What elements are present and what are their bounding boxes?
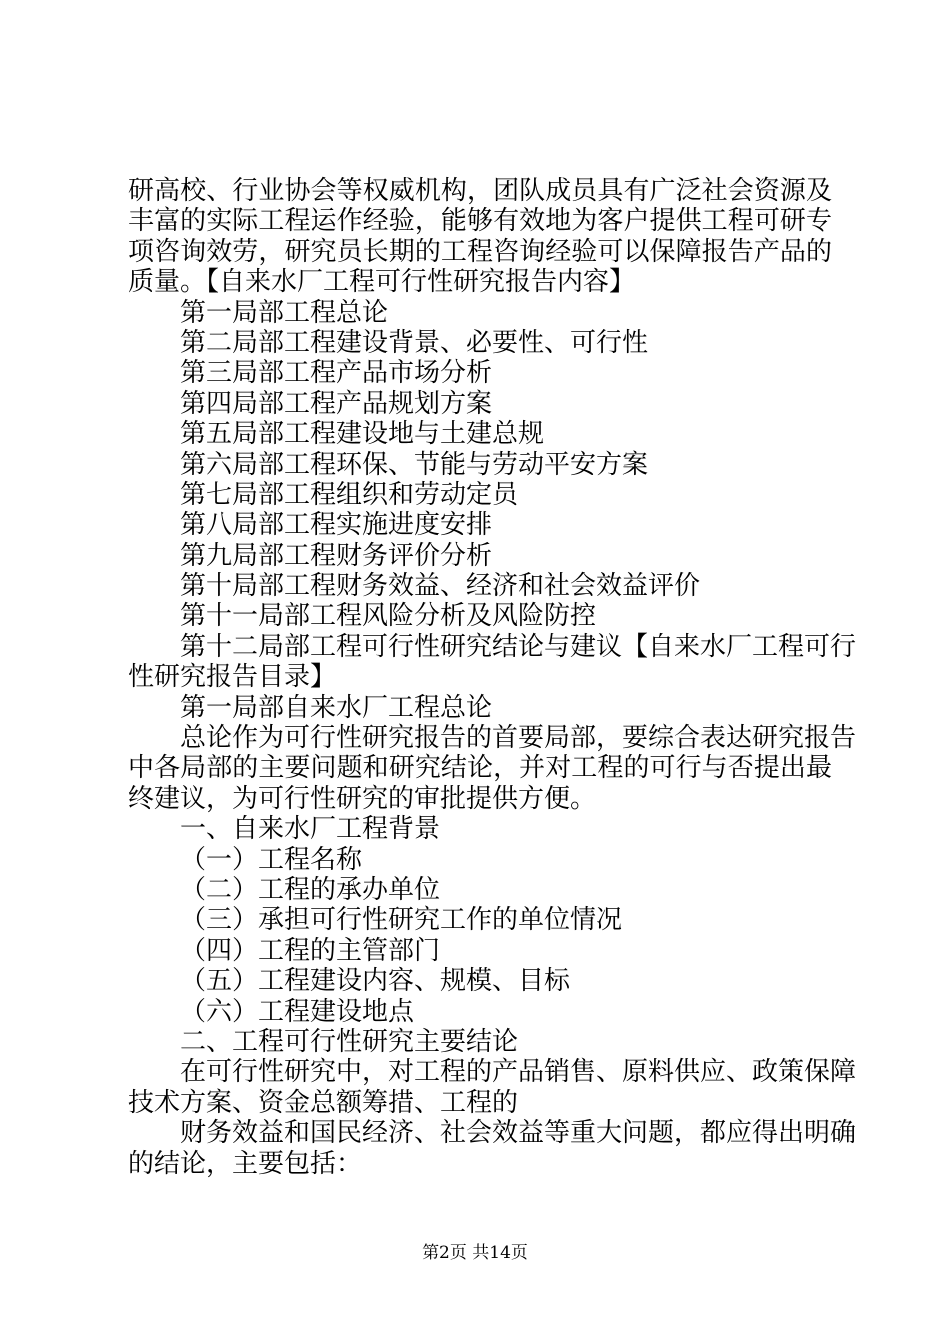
text-line: 第六局部工程环保、节能与劳动平安方案 xyxy=(180,449,649,480)
text-line: 丰富的实际工程运作经验，能够有效地为客户提供工程可研专 xyxy=(128,206,832,237)
page-footer xyxy=(0,1243,950,1263)
text-line: 总论作为可行性研究报告的首要局部，要综合表达研究报告 xyxy=(180,723,857,754)
document-body xyxy=(128,176,857,1179)
text-line: 第一局部自来水厂工程总论 xyxy=(180,692,493,723)
text-line: （五）工程建设内容、规模、目标 xyxy=(180,966,571,997)
text-line: （三）承担可行性研究工作的单位情况 xyxy=(180,905,623,936)
text-line: （六）工程建设地点 xyxy=(180,996,415,1027)
text-line: 第十一局部工程风险分析及风险防控 xyxy=(180,601,597,632)
text-line: 第九局部工程财务评价分析 xyxy=(180,540,493,571)
text-line: （四）工程的主管部门 xyxy=(180,935,441,966)
text-line: （二）工程的承办单位 xyxy=(180,874,441,905)
text-line: 的结论，主要包括： xyxy=(128,1148,363,1179)
text-line: 财务效益和国民经济、社会效益等重大问题，都应得出明确 xyxy=(180,1118,857,1149)
page-number: 第2页 共14页 xyxy=(422,1243,528,1263)
text-line: （一）工程名称 xyxy=(180,844,363,875)
text-line: 技术方案、资金总额筹措、工程的 xyxy=(128,1087,519,1118)
text-line: 二、工程可行性研究主要结论 xyxy=(180,1026,519,1057)
text-line: 第八局部工程实施进度安排 xyxy=(180,510,493,541)
text-line: 终建议，为可行性研究的审批提供方便。 xyxy=(128,783,597,814)
text-line: 第七局部工程组织和劳动定员 xyxy=(180,479,519,510)
text-line: 中各局部的主要问题和研究结论，并对工程的可行与否提出最 xyxy=(128,753,832,784)
text-line: 性研究报告目录】 xyxy=(128,662,337,693)
text-line: 第二局部工程建设背景、必要性、可行性 xyxy=(180,327,649,358)
text-line: 一、自来水厂工程背景 xyxy=(180,814,441,845)
text-line: 第十二局部工程可行性研究结论与建议【自来水厂工程可行 xyxy=(180,631,857,662)
text-line: 第一局部工程总论 xyxy=(180,297,389,328)
text-line: 第三局部工程产品市场分析 xyxy=(180,358,493,389)
text-line: 项咨询效劳，研究员长期的工程咨询经验可以保障报告产品的 xyxy=(128,236,832,267)
text-line: 研高校、行业协会等权威机构，团队成员具有广泛社会资源及 xyxy=(128,176,832,206)
text-line: 第四局部工程产品规划方案 xyxy=(180,388,493,419)
text-line: 在可行性研究中，对工程的产品销售、原料供应、政策保障 xyxy=(180,1057,857,1088)
text-line: 质量。【自来水厂工程可行性研究报告内容】 xyxy=(128,267,636,298)
text-line: 第五局部工程建设地与土建总规 xyxy=(180,419,545,450)
text-line: 第十局部工程财务效益、经济和社会效益评价 xyxy=(180,571,701,602)
